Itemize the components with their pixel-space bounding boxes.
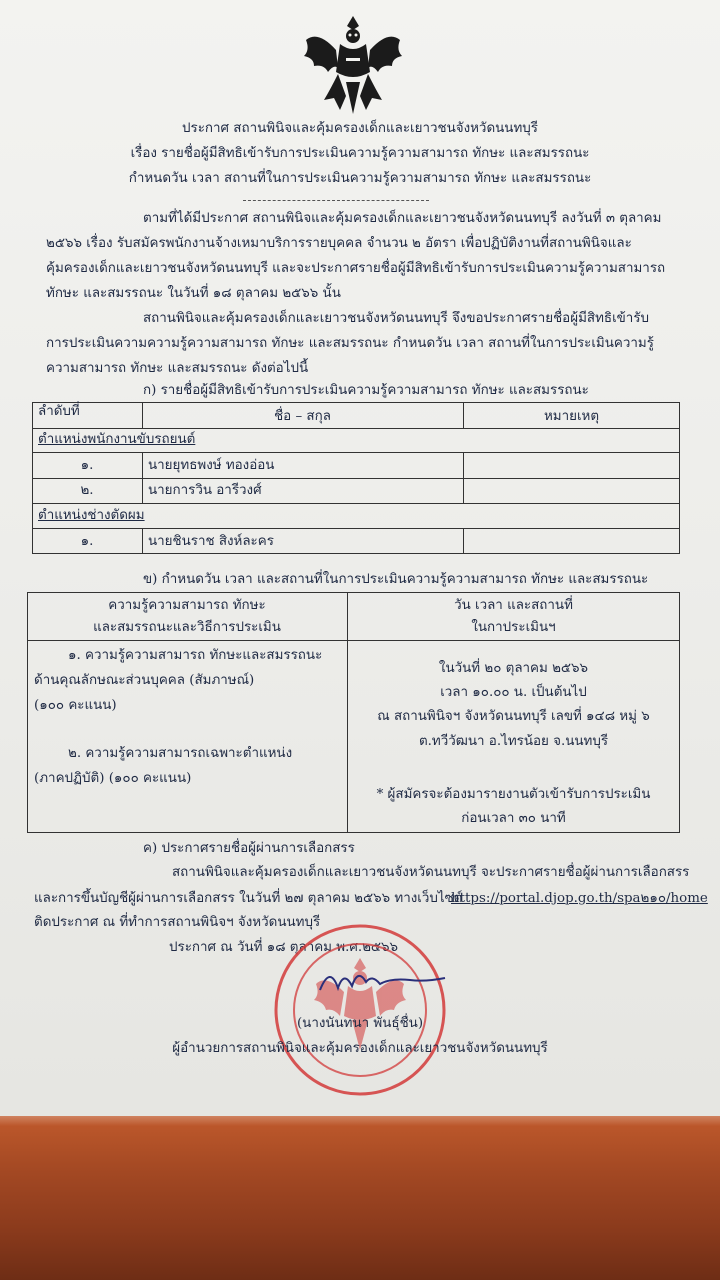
position-driver: ตำแหน่งพนักงานขับรถยนต์ xyxy=(38,432,196,447)
section-b-title: ข) กำหนดวัน เวลา และสถานที่ในการประเมินความรู้ความสามารถ ทักษะ และสมรรถนะ xyxy=(143,572,649,587)
intro-paragraph-1-line: ทักษะ และสมรรถนะ ในวันที่ ๑๘ ตุลาคม ๒๕๖๖ นั้น xyxy=(46,286,341,301)
schedule-header-left: ความรู้ความสามารถ ทักษะ xyxy=(108,598,266,613)
intro-paragraph-2-line: การประเมินความความรู้ความสามารถ ทักษะ และสมรรถนะ กำหนดวัน เวลา สถานที่ในการประเมินความรู้ xyxy=(46,336,654,351)
assessment-item: ๑. ความรู้ความสามารถ ทักษะและสมรรถนะ xyxy=(68,648,323,663)
table-row-no: ๑. xyxy=(80,534,94,549)
announcement-date: ประกาศ ณ วันที่ ๑๘ ตุลาคม พ.ศ.๒๕๖๖ xyxy=(169,940,399,955)
section-c-title: ค) ประกาศรายชื่อผู้ผ่านการเลือกสรร xyxy=(143,841,355,856)
schedule-note: ก่อนเวลา ๓๐ นาที xyxy=(461,811,566,826)
table-header-note: หมายเหตุ xyxy=(543,409,600,424)
section-c-line: ติดประกาศ ณ ที่ทำการสถานพินิจฯ จังหวัดนนทบุรี xyxy=(34,915,321,930)
intro-paragraph-1-line: ตามที่ได้มีประกาศ สถานพินิจและคุ้มครองเด็กและเยาวชนจังหวัดนนทบุรี ลงวันที่ ๓ ตุลาคม xyxy=(143,211,662,226)
position-barber: ตำแหน่งช่างตัดผม xyxy=(38,508,145,523)
signer-name: (นางนันทนา พันธุ์ชื่น) xyxy=(296,1016,424,1031)
table-header-no: ลำดับที่ xyxy=(38,404,80,419)
schedule-header-right: วัน เวลา และสถานที่ xyxy=(454,598,573,613)
table-row-no: ๑. xyxy=(80,458,94,473)
wooden-table-background xyxy=(0,1116,720,1280)
table-header-name: ชื่อ – สกุล xyxy=(274,409,331,424)
announcement-title: ประกาศ สถานพินิจและคุ้มครองเด็กและเยาวชนจังหวัดนนทบุรี xyxy=(182,121,538,136)
signature xyxy=(300,960,450,1000)
intro-paragraph-2-line: ความสามารถ ทักษะ และสมรรถนะ ดังต่อไปนี้ xyxy=(46,361,309,376)
schedule-detail: ในวันที่ ๒๐ ตุลาคม ๒๕๖๖ xyxy=(438,661,589,676)
schedule-header-left: และสมรรถนะและวิธีการประเมิน xyxy=(93,620,281,635)
table-row-no: ๒. xyxy=(80,483,94,498)
intro-paragraph-1-line: ๒๕๖๖ เรื่อง รับสมัครพนักงานจ้างเหมาบริการรายบุคคล จำนวน ๒ อัตรา เพื่อปฏิบัติงานที่สถานพินิจและ xyxy=(46,236,632,251)
section-c-line: และการขึ้นบัญชีผู้ผ่านการเลือกสรร ในวันที่ ๒๗ ตุลาคม ๒๕๖๖ ทางเว็บไซต์ xyxy=(34,891,463,906)
header-divider xyxy=(243,200,429,201)
garuda-emblem-icon xyxy=(300,10,406,120)
section-a-title: ก) รายชื่อผู้มีสิทธิเข้ารับการประเมินความรู้ความสามารถ ทักษะ และสมรรถนะ xyxy=(143,383,589,398)
table-row-name: นายการวิน อารีวงศ์ xyxy=(148,483,262,498)
announcement-schedule-line: กำหนดวัน เวลา สถานที่ในการประเมินความรู้ความสามารถ ทักษะ และสมรรถนะ xyxy=(128,171,592,186)
table-row-name: นายยุทธพงษ์ ทองอ่อน xyxy=(148,458,275,473)
table-row-name: นายชินราช สิงห์ละคร xyxy=(148,534,274,549)
schedule-detail: เวลา ๑๐.๐๐ น. เป็นต้นไป xyxy=(440,685,587,700)
schedule-detail: ณ สถานพินิจฯ จังหวัดนนทบุรี เลขที่ ๑๔๘ หมู่ ๖ xyxy=(377,709,650,724)
section-c-line: สถานพินิจและคุ้มครองเด็กและเยาวชนจังหวัดนนทบุรี จะประกาศรายชื่อผู้ผ่านการเลือกสรร xyxy=(172,865,690,880)
assessment-item: ๒. ความรู้ความสามารถเฉพาะตำแหน่ง xyxy=(68,746,293,761)
assessment-item: (๑๐๐ คะแนน) xyxy=(34,698,117,713)
signer-title: ผู้อำนวยการสถานพินิจและคุ้มครองเด็กและเยาวชนจังหวัดนนทบุรี xyxy=(172,1041,548,1056)
intro-paragraph-1-line: คุ้มครองเด็กและเยาวชนจังหวัดนนทบุรี และจะประกาศรายชื่อผู้มีสิทธิเข้ารับการประเมินความรู้ความสามารถ xyxy=(46,261,666,276)
announcement-subject: เรื่อง รายชื่อผู้มีสิทธิเข้ารับการประเมินความรู้ความสามารถ ทักษะ และสมรรถนะ xyxy=(130,146,590,161)
schedule-detail: ต.ทวีวัฒนา อ.ไทรน้อย จ.นนทบุรี xyxy=(418,734,609,749)
intro-paragraph-2-line: สถานพินิจและคุ้มครองเด็กและเยาวชนจังหวัดนนทบุรี จึงขอประกาศรายชื่อผู้มีสิทธิเข้ารับ xyxy=(143,311,650,326)
schedule-note: * ผู้สมัครจะต้องมารายงานตัวเข้ารับการประเมิน xyxy=(376,787,651,802)
portal-link[interactable]: https://portal.djop.go.th/spa๒๑๐/home xyxy=(451,891,708,906)
schedule-header-right: ในกาประเมินฯ xyxy=(471,620,556,635)
official-seal-stamp xyxy=(270,920,450,1100)
assessment-item: ด้านคุณลักษณะส่วนบุคคล (สัมภาษณ์) xyxy=(34,673,255,688)
assessment-item: (ภาคปฏิบัติ) (๑๐๐ คะแนน) xyxy=(34,771,192,786)
